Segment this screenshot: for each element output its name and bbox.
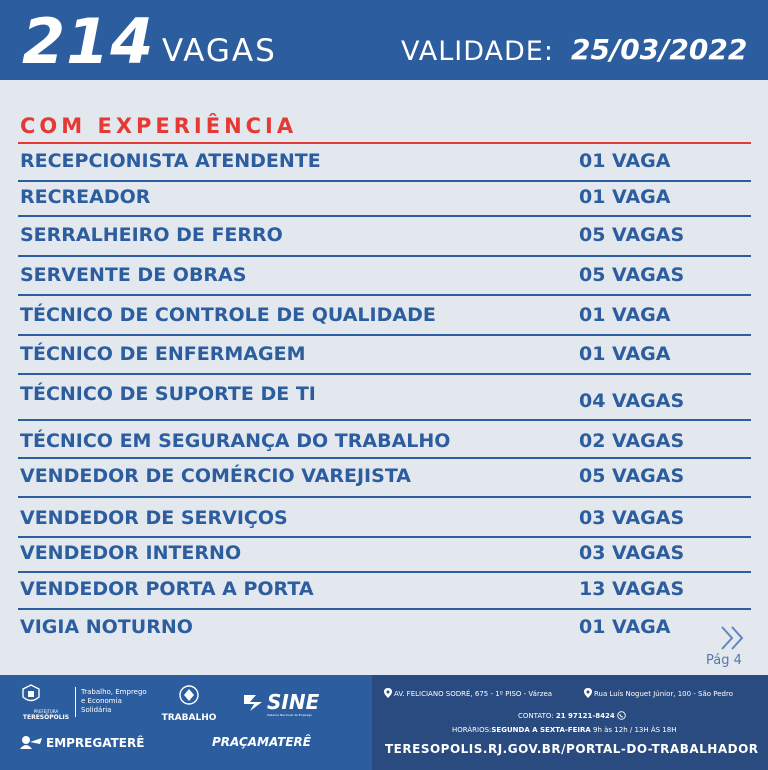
address-sao-pedro <box>584 688 733 698</box>
contact-line <box>518 711 626 720</box>
section-title: COM EXPERIÊNCIA <box>20 114 298 138</box>
hours-line <box>452 726 676 734</box>
hours-times: 9h às 12h / 13H ÀS 18H <box>593 726 677 734</box>
validity-date: 25/03/2022 <box>571 33 748 66</box>
job-title: VENDEDOR DE COMÉRCIO VAREJISTA <box>20 465 412 487</box>
footer <box>0 675 768 770</box>
sine-mark-icon <box>242 691 264 713</box>
contact-phone: 21 97121-8424 <box>555 712 615 720</box>
job-vacancies: 04 VAGAS <box>579 390 685 412</box>
job-vacancies: 01 VAGA <box>579 150 671 172</box>
job-vacancies: 01 VAGA <box>579 304 671 326</box>
job-vacancies: 03 VAGAS <box>579 507 685 529</box>
prefeitura-name: TERESÓPOLIS <box>22 714 70 721</box>
vacancy-count: 214 <box>22 5 155 78</box>
job-vacancies: 02 VAGAS <box>579 430 685 452</box>
prefeitura-logo <box>20 683 72 721</box>
job-row <box>18 500 751 538</box>
job-title: SERRALHEIRO DE FERRO <box>20 224 283 246</box>
empregatere-mark-icon <box>20 735 42 749</box>
job-vacancies: 05 VAGAS <box>579 224 685 246</box>
job-vacancies: 01 VAGA <box>579 186 671 208</box>
job-row <box>18 460 751 498</box>
job-title: VENDEDOR DE SERVIÇOS <box>20 507 288 529</box>
vacancy-word: VAGAS <box>162 33 277 69</box>
job-vacancies: 05 VAGAS <box>579 264 685 286</box>
job-vacancies: 13 VAGAS <box>579 578 685 600</box>
job-vacancies: 03 VAGAS <box>579 542 685 564</box>
trabalho-crest-icon <box>178 683 200 709</box>
job-title: RECREADOR <box>20 186 151 208</box>
trabalho-logo <box>160 683 218 723</box>
job-title: TÉCNICO DE ENFERMAGEM <box>20 343 306 365</box>
secretaria-name: Trabalho, Emprego e Economia Solidária <box>81 688 147 714</box>
job-title: VENDEDOR INTERNO <box>20 542 242 564</box>
job-row <box>18 183 751 217</box>
empregatere-logo <box>20 735 144 750</box>
job-row <box>18 539 751 573</box>
trabalho-label: TRABALHO <box>161 713 217 723</box>
pracamatere-logo: PRAÇAMATERÊ <box>212 735 311 749</box>
job-title: TÉCNICO EM SEGURANÇA DO TRABALHO <box>20 430 451 452</box>
portal-link[interactable]: TERESOPOLIS.RJ.GOV.BR/PORTAL-DO-TRABALHADOR <box>385 742 759 756</box>
page-indicator: Pág 4 <box>706 653 742 668</box>
job-title: SERVENTE DE OBRAS <box>20 264 247 286</box>
job-row <box>18 337 751 375</box>
address-sao-pedro-text: Rua Luís Noguet Júnior, 100 - São Pedro <box>594 690 734 698</box>
double-chevron-right-icon[interactable] <box>718 624 748 652</box>
job-row <box>18 375 751 421</box>
sine-subtitle: Sistema Nacional de Emprego <box>267 713 313 717</box>
job-row <box>18 574 751 610</box>
job-row <box>18 258 751 296</box>
job-title: RECEPCIONISTA ATENDENTE <box>20 150 321 172</box>
job-row <box>18 148 751 182</box>
job-vacancies: 05 VAGAS <box>579 465 685 487</box>
prefeitura-label: PREFEITURA <box>33 709 59 714</box>
location-pin-icon <box>384 688 392 698</box>
city-crest-icon <box>20 683 42 705</box>
whatsapp-icon <box>617 711 626 720</box>
job-vacancies: 01 VAGA <box>579 343 671 365</box>
job-title: TÉCNICO DE CONTROLE DE QUALIDADE <box>20 304 436 326</box>
job-vacancies: 01 VAGA <box>579 616 671 638</box>
logo-divider <box>75 687 76 717</box>
hours-label: HORÁRIOS: <box>452 726 492 734</box>
contact-label: CONTATO: <box>518 712 554 720</box>
address-varzea-text: AV. FELICIANO SODRÉ, 675 - 1º PISO - Várzea <box>394 690 553 698</box>
address-varzea <box>384 688 552 698</box>
sine-label: SINE <box>267 690 320 714</box>
location-pin-icon <box>584 688 592 698</box>
job-title: TÉCNICO DE SUPORTE DE TI <box>20 383 316 405</box>
job-row <box>18 421 751 459</box>
hours-days: SEGUNDA A SEXTA-FEIRA <box>491 726 591 734</box>
job-row <box>18 296 751 336</box>
empregatere-label: EMPREGATERÊ <box>46 736 145 750</box>
job-title: VENDEDOR PORTA A PORTA <box>20 578 314 600</box>
validity-label: VALIDADE: <box>401 36 554 67</box>
job-title: VIGIA NOTURNO <box>20 616 193 638</box>
job-row <box>18 219 751 257</box>
